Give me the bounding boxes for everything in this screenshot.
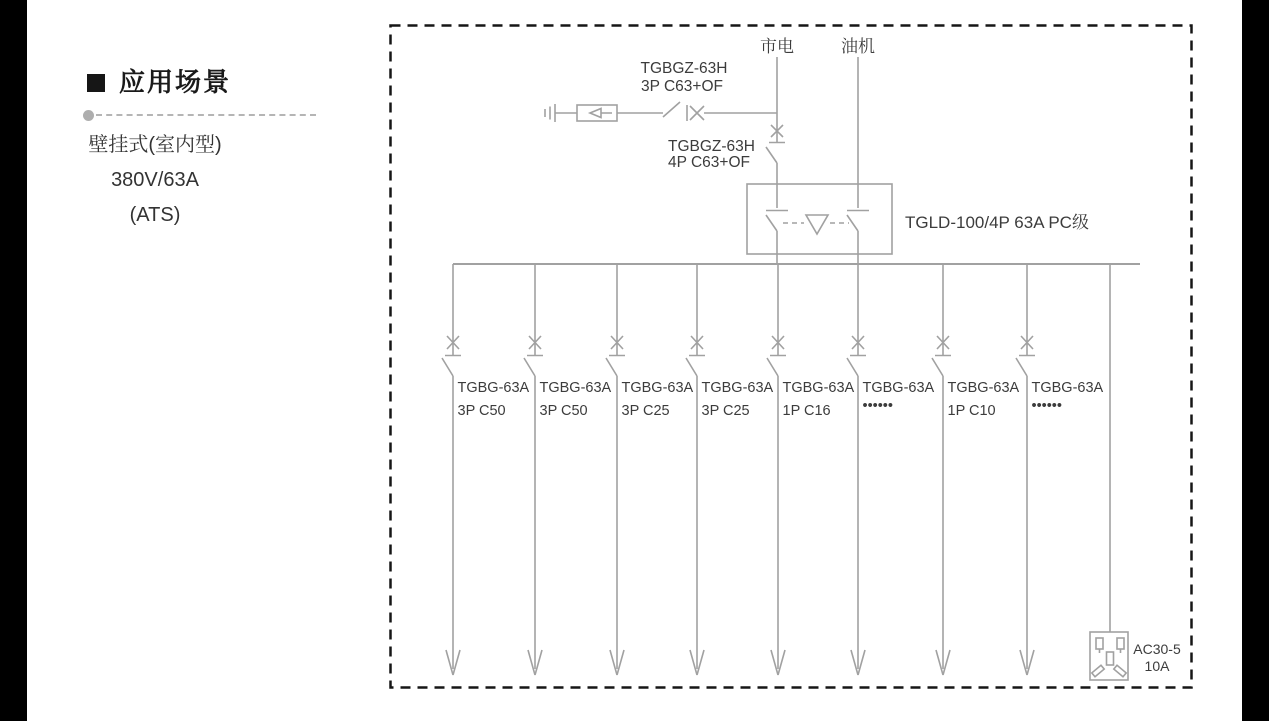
branch-spec-label: ••••••: [1031, 398, 1062, 414]
branch-1: [442, 264, 530, 675]
spec-line-type: (ATS): [129, 204, 181, 226]
mains-source-label: 市电: [760, 37, 794, 56]
section-title: 应用场景: [119, 67, 232, 97]
branch-8: [1016, 264, 1104, 675]
spd-breaker-spec-label: 3P C63+OF: [641, 78, 723, 95]
branch-3: [606, 264, 694, 675]
socket-slot-top-left: [1096, 638, 1103, 649]
spec-line-mounting: 壁挂式(室内型): [88, 134, 222, 156]
branch-breaker-symbol: [442, 264, 461, 675]
socket-model-label: AC30-5: [1133, 641, 1181, 657]
branch-spec-label: 3P C25: [621, 403, 670, 419]
branch-breaker-symbol: [686, 264, 705, 675]
socket-icon: [1090, 632, 1128, 680]
branch-breaker-symbol: [767, 264, 786, 675]
branch-model-label: TGBG-63A: [701, 380, 774, 396]
socket-slot-bottom-left: [1092, 665, 1104, 677]
branch-breaker-symbol: [932, 264, 951, 675]
ats-linkage-triangle-icon: [806, 215, 828, 234]
branch-model-label: TGBG-63A: [947, 380, 1020, 396]
branch-breaker-symbol: [1016, 264, 1035, 675]
branch-model-label: TGBG-63A: [457, 380, 530, 396]
surge-arrester-arrow-icon: [590, 109, 612, 118]
spec-line-rating: 380V/63A: [111, 169, 199, 191]
branch-breaker-symbol: [847, 264, 866, 675]
branch-spec-label: 1P C10: [947, 403, 996, 419]
spd-breaker-model-label: TGBGZ-63H: [640, 60, 728, 77]
main-breaker-model-label: TGBGZ-63H: [668, 138, 755, 155]
branch-model-label: TGBG-63A: [539, 380, 612, 396]
branch-6: [847, 264, 935, 675]
branch-spec-label: 1P C16: [782, 403, 831, 419]
branch-model-label: TGBG-63A: [862, 380, 935, 396]
generator-line-and-switch: [847, 57, 869, 264]
branch-model-label: TGBG-63A: [1031, 380, 1104, 396]
branch-spec-label: 3P C50: [457, 403, 506, 419]
socket-slot-bottom-right: [1114, 665, 1126, 677]
branch-2: [524, 264, 612, 675]
mains-line-and-breaker: [766, 57, 788, 264]
branch-4: [686, 264, 774, 675]
socket-slot-middle: [1107, 652, 1114, 665]
diagram-dashed-border: [391, 26, 1192, 688]
socket-slot-top-right: [1117, 638, 1124, 649]
branch-5: [767, 264, 855, 675]
ats-model-label: TGLD-100/4P 63A PC级: [905, 213, 1089, 232]
branch-model-label: TGBG-63A: [621, 380, 694, 396]
generator-source-label: 油机: [841, 37, 875, 56]
branch-spec-label: 3P C25: [701, 403, 750, 419]
branch-spec-label: ••••••: [862, 398, 893, 414]
branch-7: [932, 264, 1020, 675]
socket-rating-label: 10A: [1144, 658, 1170, 674]
branch-spec-label: 3P C50: [539, 403, 588, 419]
branch-model-label: TGBG-63A: [782, 380, 855, 396]
main-breaker-spec-label: 4P C63+OF: [668, 154, 750, 171]
branch-breaker-symbol: [606, 264, 625, 675]
branch-breaker-symbol: [524, 264, 543, 675]
